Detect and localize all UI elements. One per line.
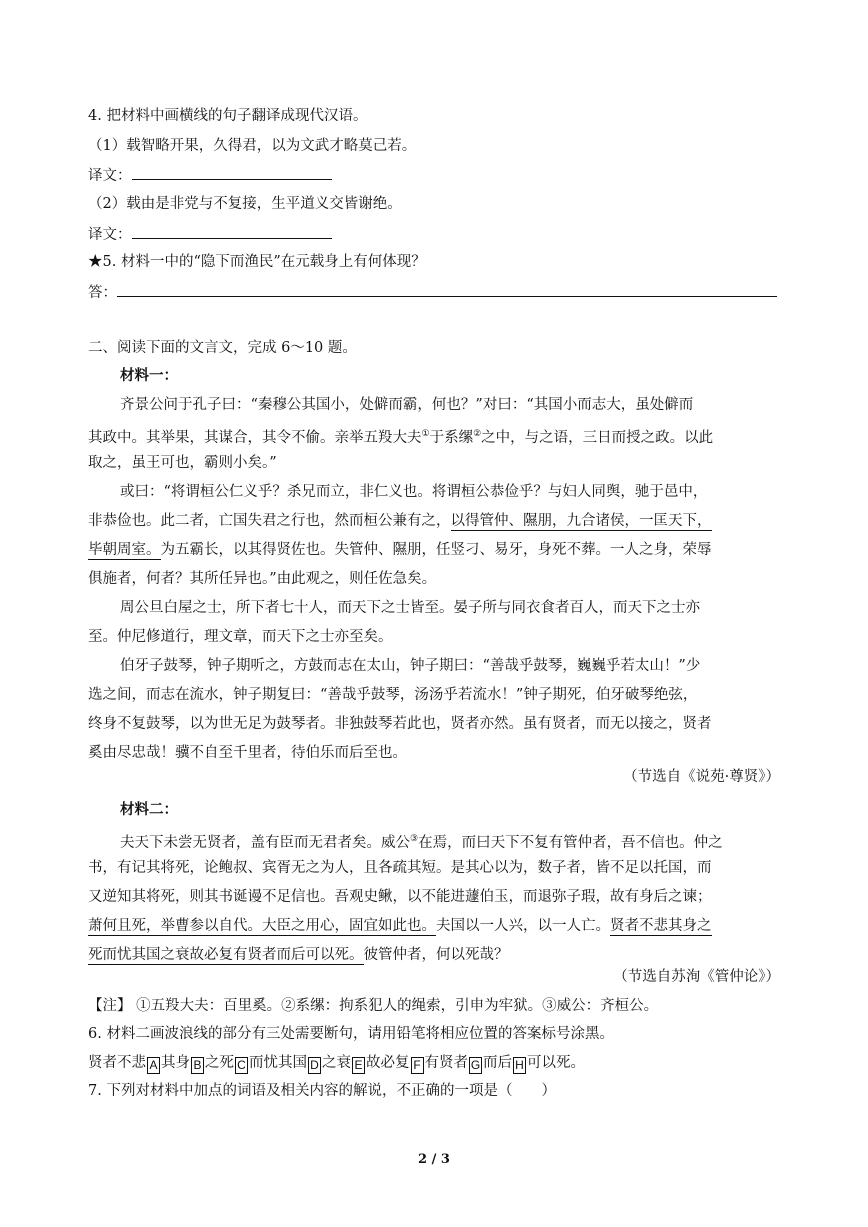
option-box-g[interactable]: G bbox=[470, 1058, 481, 1072]
material2-source: （节选自苏洵《管仲论》） bbox=[613, 969, 780, 985]
m1-p2-line2: 非恭俭也。此二者，亡国失君之行也，然而桓公兼有之，以得管仲、隰朋，九合诸侯，一匡天下， bbox=[88, 513, 712, 529]
underlined-sentence: 毕朝周室。 bbox=[88, 542, 161, 558]
material1-source: （节选自《说苑·尊贤》） bbox=[623, 769, 780, 785]
answer-label: 译文： bbox=[88, 227, 132, 243]
option-box-f[interactable]: F bbox=[411, 1057, 424, 1074]
m1-p2-line3: 毕朝周室。为五霸长，以其得贤佐也。失管仲、隰朋，任竖刁、易牙，身死不葬。一人之身，荣辱 bbox=[88, 542, 712, 558]
option-box-d[interactable]: D bbox=[308, 1057, 321, 1074]
answer-label: 答： bbox=[88, 285, 117, 301]
q6-options: 贤者不悲 A 其身 B 之死 C 而忧其国 D 之衰 E 故必复 F 有贤者 G 而后 H 可以死。 bbox=[88, 1055, 585, 1072]
m2-line1: 夫天下未尝无贤者，盖有臣而无君者矣。威公③在焉，而曰天下不复有管仲者，吾不信也。仲之 bbox=[120, 834, 723, 851]
q5-title: ★5. 材料一中的“隐下而渔民”在元载身上有何体现？ bbox=[88, 254, 426, 270]
answer-label: 译文： bbox=[88, 168, 132, 184]
q5-answer bbox=[88, 281, 777, 303]
q7-title: 7. 下列对材料中加点的词语及相关内容的解说，不正确的一项是（ ） bbox=[88, 1083, 556, 1099]
material2-label: 材料二： bbox=[120, 801, 178, 818]
m1-p1-line2: 其政中。其举果，其谋合，其令不偷。亲举五羖大夫①于系缧②之中，与之语，三日而授之政。以此 bbox=[88, 429, 714, 446]
m1-p1-line1: 齐景公问于孔子曰：“秦穆公其国小，处僻而霸，何也？”对曰：“其国小而志大，虽处僻而 bbox=[120, 397, 694, 413]
m2-line5: 死而忧其国之衰故必复有贤者而后可以死。彼管仲者，何以死哉？ bbox=[88, 947, 509, 963]
underlined-sentence: 以得管仲、隰朋，九合诸侯，一匡天下， bbox=[450, 513, 712, 529]
option-box-c[interactable]: C bbox=[235, 1057, 248, 1074]
wavy-underlined-text: 死而忧其国之衰故必复有贤者而后可以死。 bbox=[88, 947, 364, 963]
m2-line3: 又逆知其将死，则其书诞谩不足信也。吾观史鳅，以不能进蘧伯玉，而退弥子瑕，故有身后之谏； bbox=[88, 889, 712, 905]
option-box-e[interactable]: E bbox=[352, 1057, 365, 1074]
m2-line2: 书，有记其将死，论鲍叔、宾胥无之为人，且各疏其短。是其心以为，数子者，皆不足以托国，而 bbox=[88, 860, 712, 876]
answer-blank[interactable] bbox=[117, 281, 777, 297]
underlined-sentence: 萧何且死，举曹参以自代。大臣之用心，固宜如此也。 bbox=[88, 918, 436, 934]
q4-sentence-2: （2）载由是非党与不复接，生平道义交皆谢绝。 bbox=[88, 196, 402, 212]
m1-p4-line2: 选之间，而志在流水，钟子期复曰：“善哉乎鼓琴，汤汤乎若流水！”钟子期死，伯牙破琴绝弦， bbox=[88, 687, 698, 703]
m1-p2-line4: 俱施者，何者？其所任异也。”由此观之，则任佐急矣。 bbox=[88, 571, 437, 587]
m1-p4-line1: 伯牙子鼓琴，钟子期听之，方鼓而志在太山，钟子期曰：“善哉乎鼓琴，巍巍乎若太山！”少 bbox=[120, 658, 701, 674]
option-box-b[interactable]: B bbox=[191, 1057, 204, 1074]
wavy-underlined-text: 贤者不悲其身之 bbox=[610, 918, 712, 934]
m1-p4-line4: 奚由尽忠哉！骥不自至千里者，待伯乐而后至也。 bbox=[88, 745, 407, 761]
m1-p3-line1: 周公旦白屋之士，所下者七十人，而天下之士皆至。晏子所与同衣食者百人，而天下之士亦 bbox=[120, 600, 700, 616]
section2-title: 二、阅读下面的文言文，完成 6～10 题。 bbox=[88, 340, 357, 356]
option-box-h[interactable]: H bbox=[513, 1057, 526, 1074]
q4-answer-1 bbox=[88, 164, 332, 186]
m1-p4-line3: 终身不复鼓琴，以为世无足为鼓琴者。非独鼓琴若此也，贤者亦然。虽有贤者，而无以接之，贤者 bbox=[88, 716, 712, 732]
option-box-a[interactable]: A bbox=[147, 1057, 160, 1074]
q6-title: 6. 材料二画波浪线的部分有三处需要断句，请用铅笔将相应位置的答案标号涂黑。 bbox=[88, 1026, 614, 1042]
m1-p1-line3: 取之，虽王可也，霸则小矣。” bbox=[88, 455, 277, 471]
answer-blank[interactable] bbox=[132, 164, 332, 180]
m1-p2-line1: 或曰：“将谓桓公仁义乎？杀兄而立，非仁义也。将谓桓公恭俭乎？与妇人同舆，驰于邑中， bbox=[120, 484, 708, 500]
q4-answer-2 bbox=[88, 223, 332, 245]
answer-blank[interactable] bbox=[132, 223, 332, 239]
material1-label: 材料一： bbox=[120, 367, 178, 384]
q4-sentence-1: （1）载智略开果，久得君，以为文武才略莫己若。 bbox=[88, 138, 417, 154]
annotation-note: 【注】 ①五羖大夫：百里奚。②系缧：拘系犯人的绳索，引申为牢狱。③威公：齐桓公。 bbox=[88, 998, 659, 1014]
m1-p3-line2: 至。仲尼修道行，理文章，而天下之士亦至矣。 bbox=[88, 629, 393, 645]
m2-line4: 萧何且死，举曹参以自代。大臣之用心，固宜如此也。夫国以一人兴，以一人亡。贤者不悲其身之 bbox=[88, 918, 712, 934]
q4-title: 4. 把材料中画横线的句子翻译成现代汉语。 bbox=[88, 108, 368, 124]
page-number: 2 / 3 bbox=[418, 1152, 450, 1167]
